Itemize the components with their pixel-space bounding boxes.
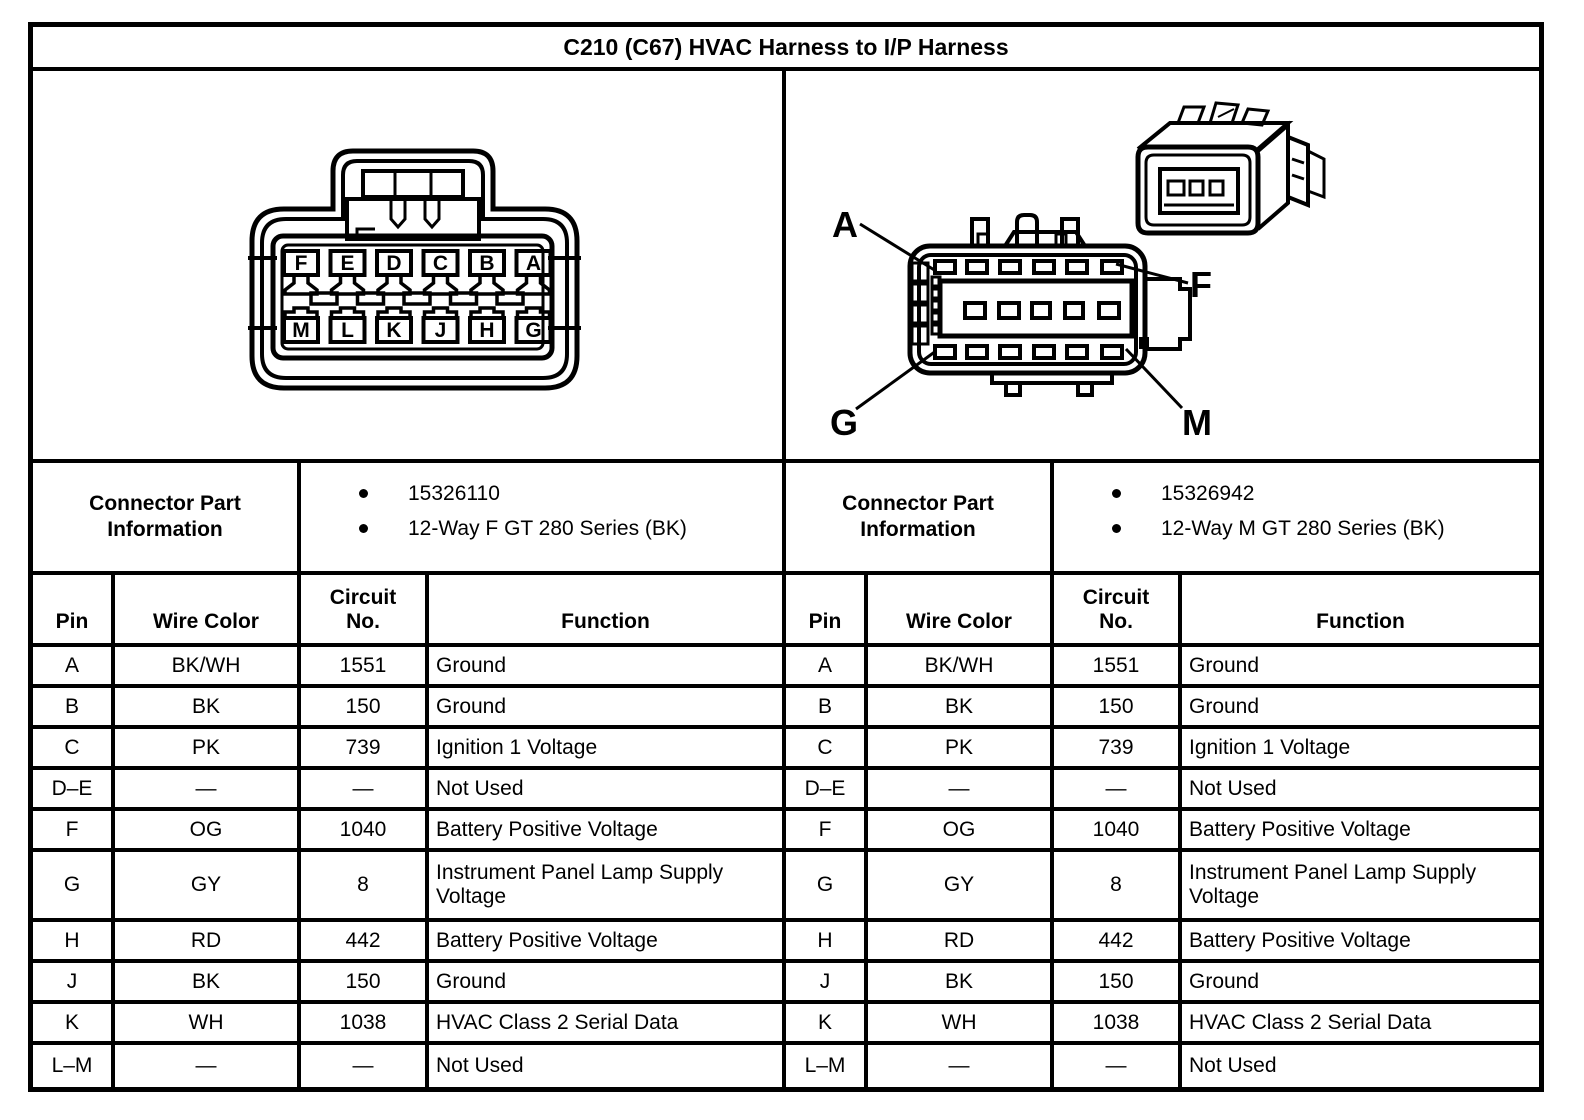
pin-cell <box>33 852 115 918</box>
wire-color-cell <box>868 963 1054 1000</box>
cell-text: Battery Positive Voltage <box>436 817 658 841</box>
pin-row-D–E <box>786 770 1539 811</box>
function-cell <box>1182 922 1539 959</box>
function-cell <box>429 1045 782 1087</box>
header-label: Function <box>561 610 650 633</box>
cell-text: Not Used <box>436 776 524 800</box>
cell-text: F <box>818 817 832 841</box>
circuit-no-cell <box>1054 852 1182 918</box>
pin-cell <box>33 770 115 807</box>
cell-text: PK <box>944 735 973 759</box>
pin-cell <box>33 729 115 766</box>
pin-cell <box>786 647 868 684</box>
connector-info-table <box>28 22 1544 1092</box>
list-item <box>301 511 782 546</box>
function-cell <box>429 852 782 918</box>
male-face-pins <box>912 261 1132 358</box>
part-info-left <box>33 463 786 571</box>
pin-label-F: F <box>294 252 308 275</box>
pin-label-K: K <box>386 319 402 342</box>
pin-label-H: H <box>479 319 495 342</box>
cell-text: GY <box>190 873 222 896</box>
pin-label-A: A <box>525 252 542 275</box>
pin-row-H <box>33 922 782 963</box>
part-info-right <box>786 463 1539 571</box>
header-circuit-no <box>301 575 429 643</box>
cell-text: 1551 <box>339 653 387 677</box>
header-function <box>429 575 782 643</box>
function-cell <box>429 770 782 807</box>
cell-text: 739 <box>1098 735 1134 759</box>
pin-label-G: G <box>525 319 542 342</box>
function-cell <box>1182 770 1539 807</box>
pin-table-left <box>33 575 786 1087</box>
wire-color-cell <box>115 770 301 807</box>
cell-text: D–E <box>51 776 93 800</box>
cell-text: Ground <box>436 653 507 677</box>
header-label: Wire Color <box>906 610 1012 633</box>
header-wire-color <box>115 575 301 643</box>
pin-label-L: L <box>341 319 354 342</box>
function-cell <box>429 963 782 1000</box>
pin-table-header-row <box>33 575 782 647</box>
wire-color-cell <box>115 1045 301 1087</box>
function-cell <box>429 1004 782 1041</box>
cell-text: — <box>352 776 374 800</box>
cell-text: H <box>817 928 833 952</box>
cell-text: Ground <box>1189 969 1260 993</box>
header-label: Function <box>1316 610 1405 633</box>
wire-color-cell <box>115 688 301 725</box>
circuit-no-cell <box>301 852 429 918</box>
pin-cell <box>33 963 115 1000</box>
wire-color-cell <box>868 647 1054 684</box>
cell-text: A <box>817 653 832 677</box>
cell-text: 442 <box>345 928 381 952</box>
circuit-no-cell <box>301 963 429 1000</box>
cell-text: OG <box>189 817 223 841</box>
circuit-no-cell <box>1054 963 1182 1000</box>
part-info-label: Connector Part Information <box>786 463 1054 571</box>
cell-text: 150 <box>1098 969 1134 993</box>
callout-label-M: M <box>1182 402 1212 443</box>
circuit-no-cell <box>301 647 429 684</box>
pin-row-J <box>786 963 1539 1004</box>
page-title: C210 (C67) HVAC Harness to I/P Harness <box>33 27 1539 71</box>
circuit-no-cell <box>301 922 429 959</box>
header-circuit-no <box>1054 575 1182 643</box>
cell-text: A <box>64 653 79 677</box>
pin-label-D: D <box>386 252 402 275</box>
pin-cell <box>33 1045 115 1087</box>
header-pin <box>33 575 115 643</box>
function-cell <box>1182 729 1539 766</box>
cell-text: D–E <box>804 776 846 800</box>
pin-row-A <box>33 647 782 688</box>
cell-text: 1551 <box>1092 653 1140 677</box>
part-info-label: Connector Part Information <box>33 463 301 571</box>
pin-row-L–M <box>33 1045 782 1087</box>
cell-text: Not Used <box>436 1054 524 1077</box>
pin-row-K <box>786 1004 1539 1045</box>
cell-text: Not Used <box>1189 1054 1277 1077</box>
bullet-dot <box>359 524 368 533</box>
circuit-no-cell <box>1054 811 1182 848</box>
pin-cell <box>33 922 115 959</box>
pin-cell <box>786 811 868 848</box>
cell-text: Ground <box>1189 653 1260 677</box>
wire-color-cell <box>868 1004 1054 1041</box>
header-label: Pin <box>808 610 842 633</box>
cell-text: L–M <box>51 1054 93 1077</box>
pin-label-J: J <box>434 319 447 342</box>
pin-label-E: E <box>340 252 355 275</box>
cell-text: WH <box>941 1010 977 1034</box>
pin-row-C <box>786 729 1539 770</box>
function-cell <box>1182 647 1539 684</box>
callout-label-G: G <box>830 402 859 443</box>
cell-text: B <box>64 694 79 718</box>
circuit-no-cell <box>1054 922 1182 959</box>
header-label: Wire Color <box>153 610 259 633</box>
wire-color-cell <box>115 729 301 766</box>
cell-text: HVAC Class 2 Serial Data <box>436 1010 679 1034</box>
cell-text: BK/WH <box>924 653 994 677</box>
circuit-no-cell <box>301 1045 429 1087</box>
cell-text: K <box>64 1010 79 1034</box>
bottom-pin-row <box>284 308 551 342</box>
cell-text: 150 <box>345 694 381 718</box>
wire-color-cell <box>115 963 301 1000</box>
cell-text: G <box>63 873 81 896</box>
function-cell <box>429 811 782 848</box>
cell-text: HVAC Class 2 Serial Data <box>1189 1010 1432 1034</box>
cell-text: — <box>195 776 217 800</box>
cell-text: B <box>817 694 832 718</box>
function-cell <box>1182 852 1539 918</box>
pin-label-B: B <box>479 252 495 275</box>
pin-cell <box>786 729 868 766</box>
part-description: 12-Way M GT 280 Series (BK) <box>1161 516 1445 540</box>
cell-text: Not Used <box>1189 776 1277 800</box>
cell-text: C <box>64 735 80 759</box>
cell-text: Battery Positive Voltage <box>436 928 658 952</box>
pin-cell <box>33 1004 115 1041</box>
part-number: 15326942 <box>1161 481 1255 505</box>
cell-text: 150 <box>345 969 381 993</box>
header-wire-color <box>868 575 1054 643</box>
pin-cell <box>786 922 868 959</box>
pin-row-A <box>786 647 1539 688</box>
cell-text: Ground <box>1189 694 1260 718</box>
wire-color-cell <box>115 1004 301 1041</box>
female-connector-diagram-cell <box>33 71 786 459</box>
circuit-no-cell <box>1054 1004 1182 1041</box>
cell-text: GY <box>943 873 975 896</box>
pin-cell <box>786 1004 868 1041</box>
cell-text: Instrument Panel Lamp Supply Voltage <box>1189 861 1477 908</box>
pin-cell <box>33 811 115 848</box>
circuit-no-cell <box>1054 688 1182 725</box>
cell-text: 150 <box>1098 694 1134 718</box>
circuit-no-cell <box>301 770 429 807</box>
pin-row-F <box>786 811 1539 852</box>
pin-row-F <box>33 811 782 852</box>
cell-text: BK <box>191 694 220 718</box>
pin-cell <box>786 852 868 918</box>
pin-label-M: M <box>292 319 310 342</box>
wire-color-cell <box>868 922 1054 959</box>
callout-label-A: A <box>832 204 858 245</box>
cell-text: L–M <box>804 1054 846 1077</box>
connector-part-info-row <box>33 463 1539 575</box>
top-pin-row <box>284 251 551 294</box>
cell-text: C <box>817 735 833 759</box>
wire-color-cell <box>868 729 1054 766</box>
part-number: 15326110 <box>408 481 500 505</box>
cell-text: 1040 <box>1092 817 1140 841</box>
cell-text: J <box>819 969 831 993</box>
header-label: Circuit No. <box>1082 586 1150 633</box>
male-3d-view <box>1138 103 1324 233</box>
female-connector-face-drawing <box>33 71 782 459</box>
header-function <box>1182 575 1539 643</box>
cell-text: Ignition 1 Voltage <box>436 735 598 759</box>
left-ladder-detail <box>912 263 940 344</box>
pin-tables-row <box>33 575 1539 1087</box>
cell-text: — <box>948 1054 970 1077</box>
circuit-no-cell <box>1054 729 1182 766</box>
cell-text: Ignition 1 Voltage <box>1189 735 1351 759</box>
wire-color-cell <box>115 811 301 848</box>
pin-row-D–E <box>33 770 782 811</box>
cell-text: RD <box>943 928 975 952</box>
cell-text: 739 <box>345 735 381 759</box>
cell-text: — <box>1105 776 1127 800</box>
cell-text: F <box>65 817 79 841</box>
pin-row-G <box>33 852 782 922</box>
pin-cell <box>786 688 868 725</box>
cell-text: BK/WH <box>171 653 241 677</box>
cell-text: J <box>66 969 78 993</box>
wire-color-cell <box>115 922 301 959</box>
pin-table-right <box>786 575 1539 1087</box>
pin-row-J <box>33 963 782 1004</box>
pin-cell <box>33 647 115 684</box>
circuit-no-cell <box>301 729 429 766</box>
pin-row-B <box>786 688 1539 729</box>
function-cell <box>429 729 782 766</box>
list-item <box>301 476 782 511</box>
cell-text: Battery Positive Voltage <box>1189 817 1411 841</box>
cell-text: Ground <box>436 969 507 993</box>
cell-text: 1040 <box>339 817 387 841</box>
pin-cell <box>786 963 868 1000</box>
pin-row-G <box>786 852 1539 922</box>
cell-text: 8 <box>1110 873 1122 896</box>
cell-text: Battery Positive Voltage <box>1189 928 1411 952</box>
list-item <box>1054 511 1539 546</box>
function-cell <box>1182 1045 1539 1087</box>
cell-text: Instrument Panel Lamp Supply Voltage <box>436 861 724 908</box>
pin-cell <box>33 688 115 725</box>
cell-text: PK <box>191 735 220 759</box>
wire-color-cell <box>868 770 1054 807</box>
wire-color-cell <box>868 688 1054 725</box>
circuit-no-cell <box>301 688 429 725</box>
cell-text: BK <box>191 969 220 993</box>
cell-text: K <box>817 1010 832 1034</box>
list-item <box>1054 476 1539 511</box>
bullet-dot <box>1112 524 1121 533</box>
pin-cell <box>786 1045 868 1087</box>
wire-color-cell <box>868 852 1054 918</box>
pin-row-L–M <box>786 1045 1539 1087</box>
wire-color-cell <box>115 647 301 684</box>
pin-table-header-row <box>786 575 1539 647</box>
function-cell <box>1182 688 1539 725</box>
header-pin <box>786 575 868 643</box>
function-cell <box>1182 811 1539 848</box>
header-label: Pin <box>55 610 89 633</box>
cell-text: G <box>816 873 834 896</box>
function-cell <box>429 922 782 959</box>
function-cell <box>1182 963 1539 1000</box>
male-connector-diagram-cell <box>786 71 1539 459</box>
part-description: 12-Way F GT 280 Series (BK) <box>408 516 687 540</box>
callout-label-F: F <box>1190 264 1212 305</box>
cell-text: WH <box>188 1010 224 1034</box>
cell-text: — <box>1105 1054 1127 1077</box>
circuit-no-cell <box>301 1004 429 1041</box>
cell-text: — <box>195 1054 217 1077</box>
pin-row-K <box>33 1004 782 1045</box>
cell-text: BK <box>944 694 973 718</box>
bullet-dot <box>1112 489 1121 498</box>
pin-row-C <box>33 729 782 770</box>
circuit-no-cell <box>1054 647 1182 684</box>
circuit-no-cell <box>1054 770 1182 807</box>
cell-text: Ground <box>436 694 507 718</box>
cell-text: BK <box>944 969 973 993</box>
wire-color-cell <box>115 852 301 918</box>
cell-text: OG <box>942 817 976 841</box>
pin-cell <box>786 770 868 807</box>
part-info-values <box>301 463 782 571</box>
bullet-dot <box>359 489 368 498</box>
male-connector-face-drawing <box>786 71 1539 459</box>
header-label: Circuit No. <box>329 586 397 633</box>
circuit-no-cell <box>1054 1045 1182 1087</box>
wire-color-cell <box>868 1045 1054 1087</box>
cell-text: 442 <box>1098 928 1134 952</box>
function-cell <box>1182 1004 1539 1041</box>
function-cell <box>429 647 782 684</box>
connector-diagrams-row <box>33 71 1539 463</box>
part-info-values <box>1054 463 1539 571</box>
latch-detail <box>347 171 479 239</box>
circuit-no-cell <box>301 811 429 848</box>
cell-text: 1038 <box>1092 1010 1140 1034</box>
cell-text: H <box>64 928 80 952</box>
wire-color-cell <box>868 811 1054 848</box>
pin-label-C: C <box>432 252 449 275</box>
function-cell <box>429 688 782 725</box>
cell-text: — <box>352 1054 374 1077</box>
cell-text: RD <box>190 928 222 952</box>
cell-text: 8 <box>357 873 369 896</box>
cell-text: — <box>948 776 970 800</box>
pin-row-H <box>786 922 1539 963</box>
pin-row-B <box>33 688 782 729</box>
cell-text: 1038 <box>339 1010 387 1034</box>
